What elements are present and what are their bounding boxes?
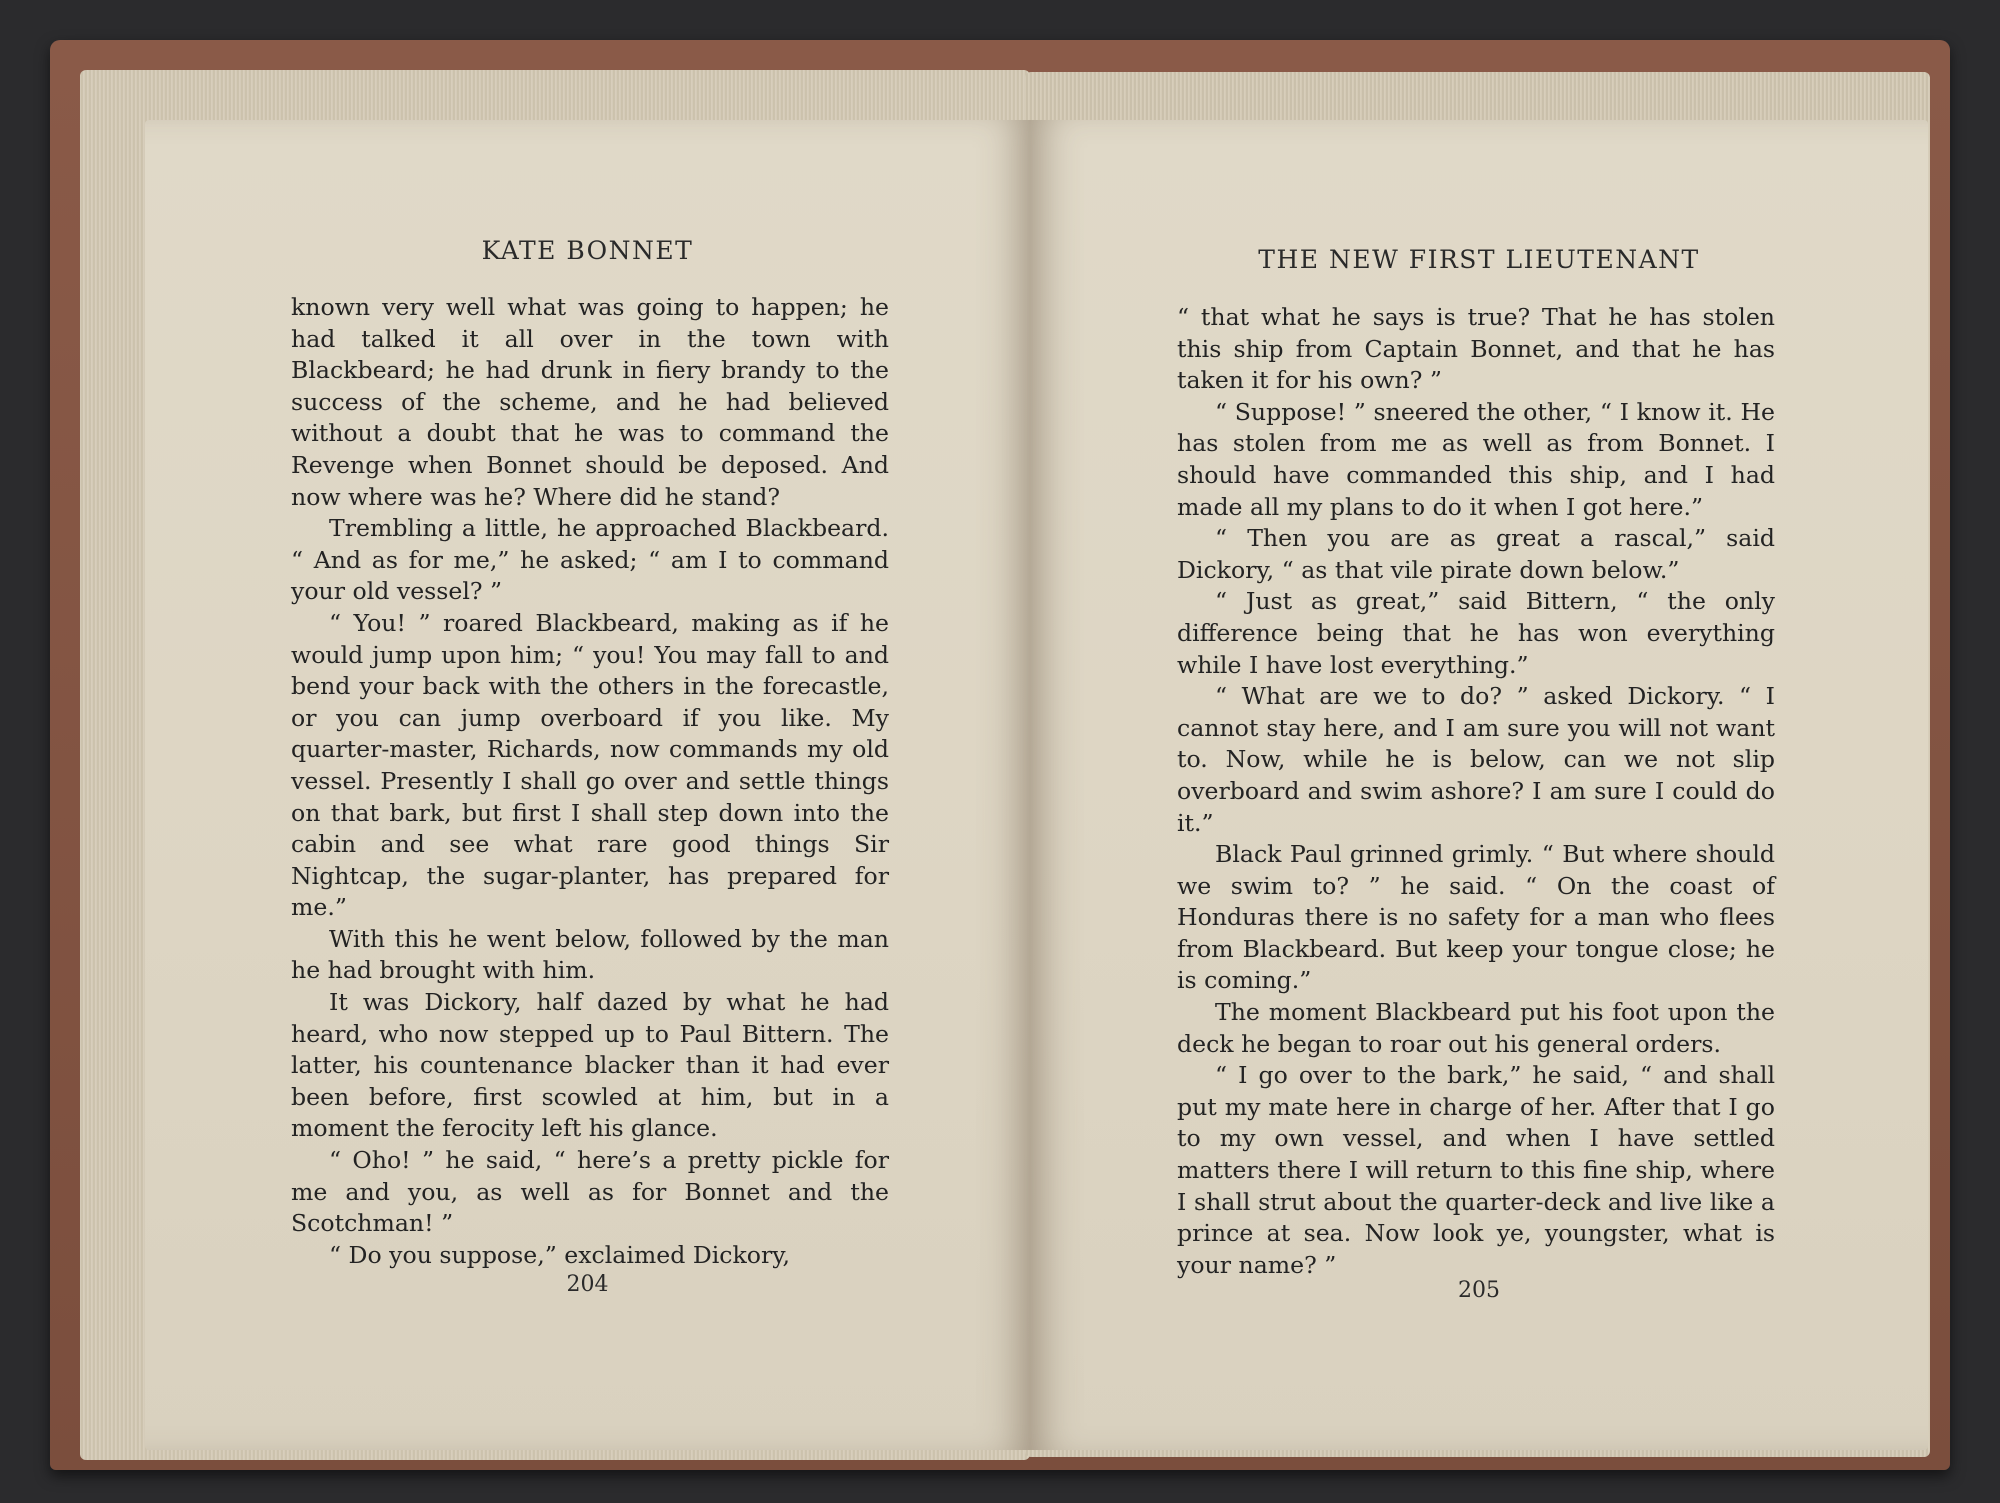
paragraph: “ Then you are as great a rascal,” said Dickory, “ as that vile pirate down below.”: [1177, 524, 1775, 584]
running-head-right: THE NEW FIRST LIEUTENANT: [1258, 245, 1700, 274]
right-page-text: [1177, 302, 1775, 1281]
paragraph: “ I go over to the bark,” he said, “ and shall put my mate here in charge of her. After that I go to my own vessel, and when I have settled matters there I will return to this fine ship, where I shall strut about the quarter-deck and live like a prince at sea. Now look ye, youngster, what is your name? ”: [1177, 1061, 1775, 1279]
paragraph: “ Suppose! ” sneered the other, “ I know it. He has stolen from me as well as from Bonnet. I should have commanded this ship, and I had made all my plans to do it when I got here.”: [1177, 397, 1775, 521]
paragraph: The moment Blackbeard put his foot upon the deck he began to roar out his general orders.: [1177, 998, 1775, 1058]
right-page: [1030, 120, 1928, 1450]
left-page-text: [291, 292, 889, 1271]
paragraph: “ You! ” roared Blackbeard, making as if he would jump upon him; “ you! You may fall to and bend your back with the others in the forecastle, or you can jump overboard if you like. My quarter-master, Richards, now commands my old vessel. Presently I shall go over and settle things on that bark, but first I shall step down into the cabin and see what rare good things Sir Nightcap, the sugar-planter, has prepared for me.”: [291, 608, 889, 922]
page-number-right: 205: [1458, 1278, 1500, 1303]
paragraph: known very well what was going to happen; he had talked it all over in the town with Blackbeard; he had drunk in fiery brandy to the success of the scheme, and he had believed without a doubt that he was to command the Revenge when Bonnet should be deposed. And now where was he? Where did he stand?: [291, 293, 889, 511]
paragraph: “ Do you suppose,” exclaimed Dickory,: [329, 1240, 790, 1269]
left-page: [145, 120, 1030, 1450]
paragraph: “ What are we to do? ” asked Dickory. “ I cannot stay here, and I am sure you will not want to. Now, while he is below, can we not slip overboard and swim ashore? I am sure I could do it.”: [1177, 682, 1775, 837]
paragraph: Trembling a little, he approached Blackbeard. “ And as for me,” he asked; “ am I to command your old vessel? ”: [291, 514, 889, 606]
paragraph: “ Oho! ” he said, “ here’s a pretty pickle for me and you, as well as for Bonnet and the Scotchman! ”: [291, 1146, 889, 1238]
running-head-left: KATE BONNET: [481, 236, 694, 265]
paragraph: “ Just as great,” said Bittern, “ the only difference being that he has won everything while I have lost everything.”: [1177, 587, 1775, 679]
paragraph: “ that what he says is true? That he has stolen this ship from Captain Bonnet, and that he has taken it for his own? ”: [1177, 303, 1775, 395]
paragraph: With this he went below, followed by the man he had brought with him.: [291, 924, 889, 985]
paragraph: It was Dickory, half dazed by what he had heard, who now stepped up to Paul Bittern. The latter, his countenance blacker than it had ever been before, first scowled at him, but in a moment the ferocity left his glance.: [291, 988, 889, 1143]
page-number-left: 204: [566, 1272, 609, 1297]
paragraph: Black Paul grinned grimly. “ But where should we swim to? ” he said. “ On the coast of Honduras there is no safety for a man who flees from Blackbeard. But keep your tongue close; he is coming.”: [1177, 840, 1775, 995]
